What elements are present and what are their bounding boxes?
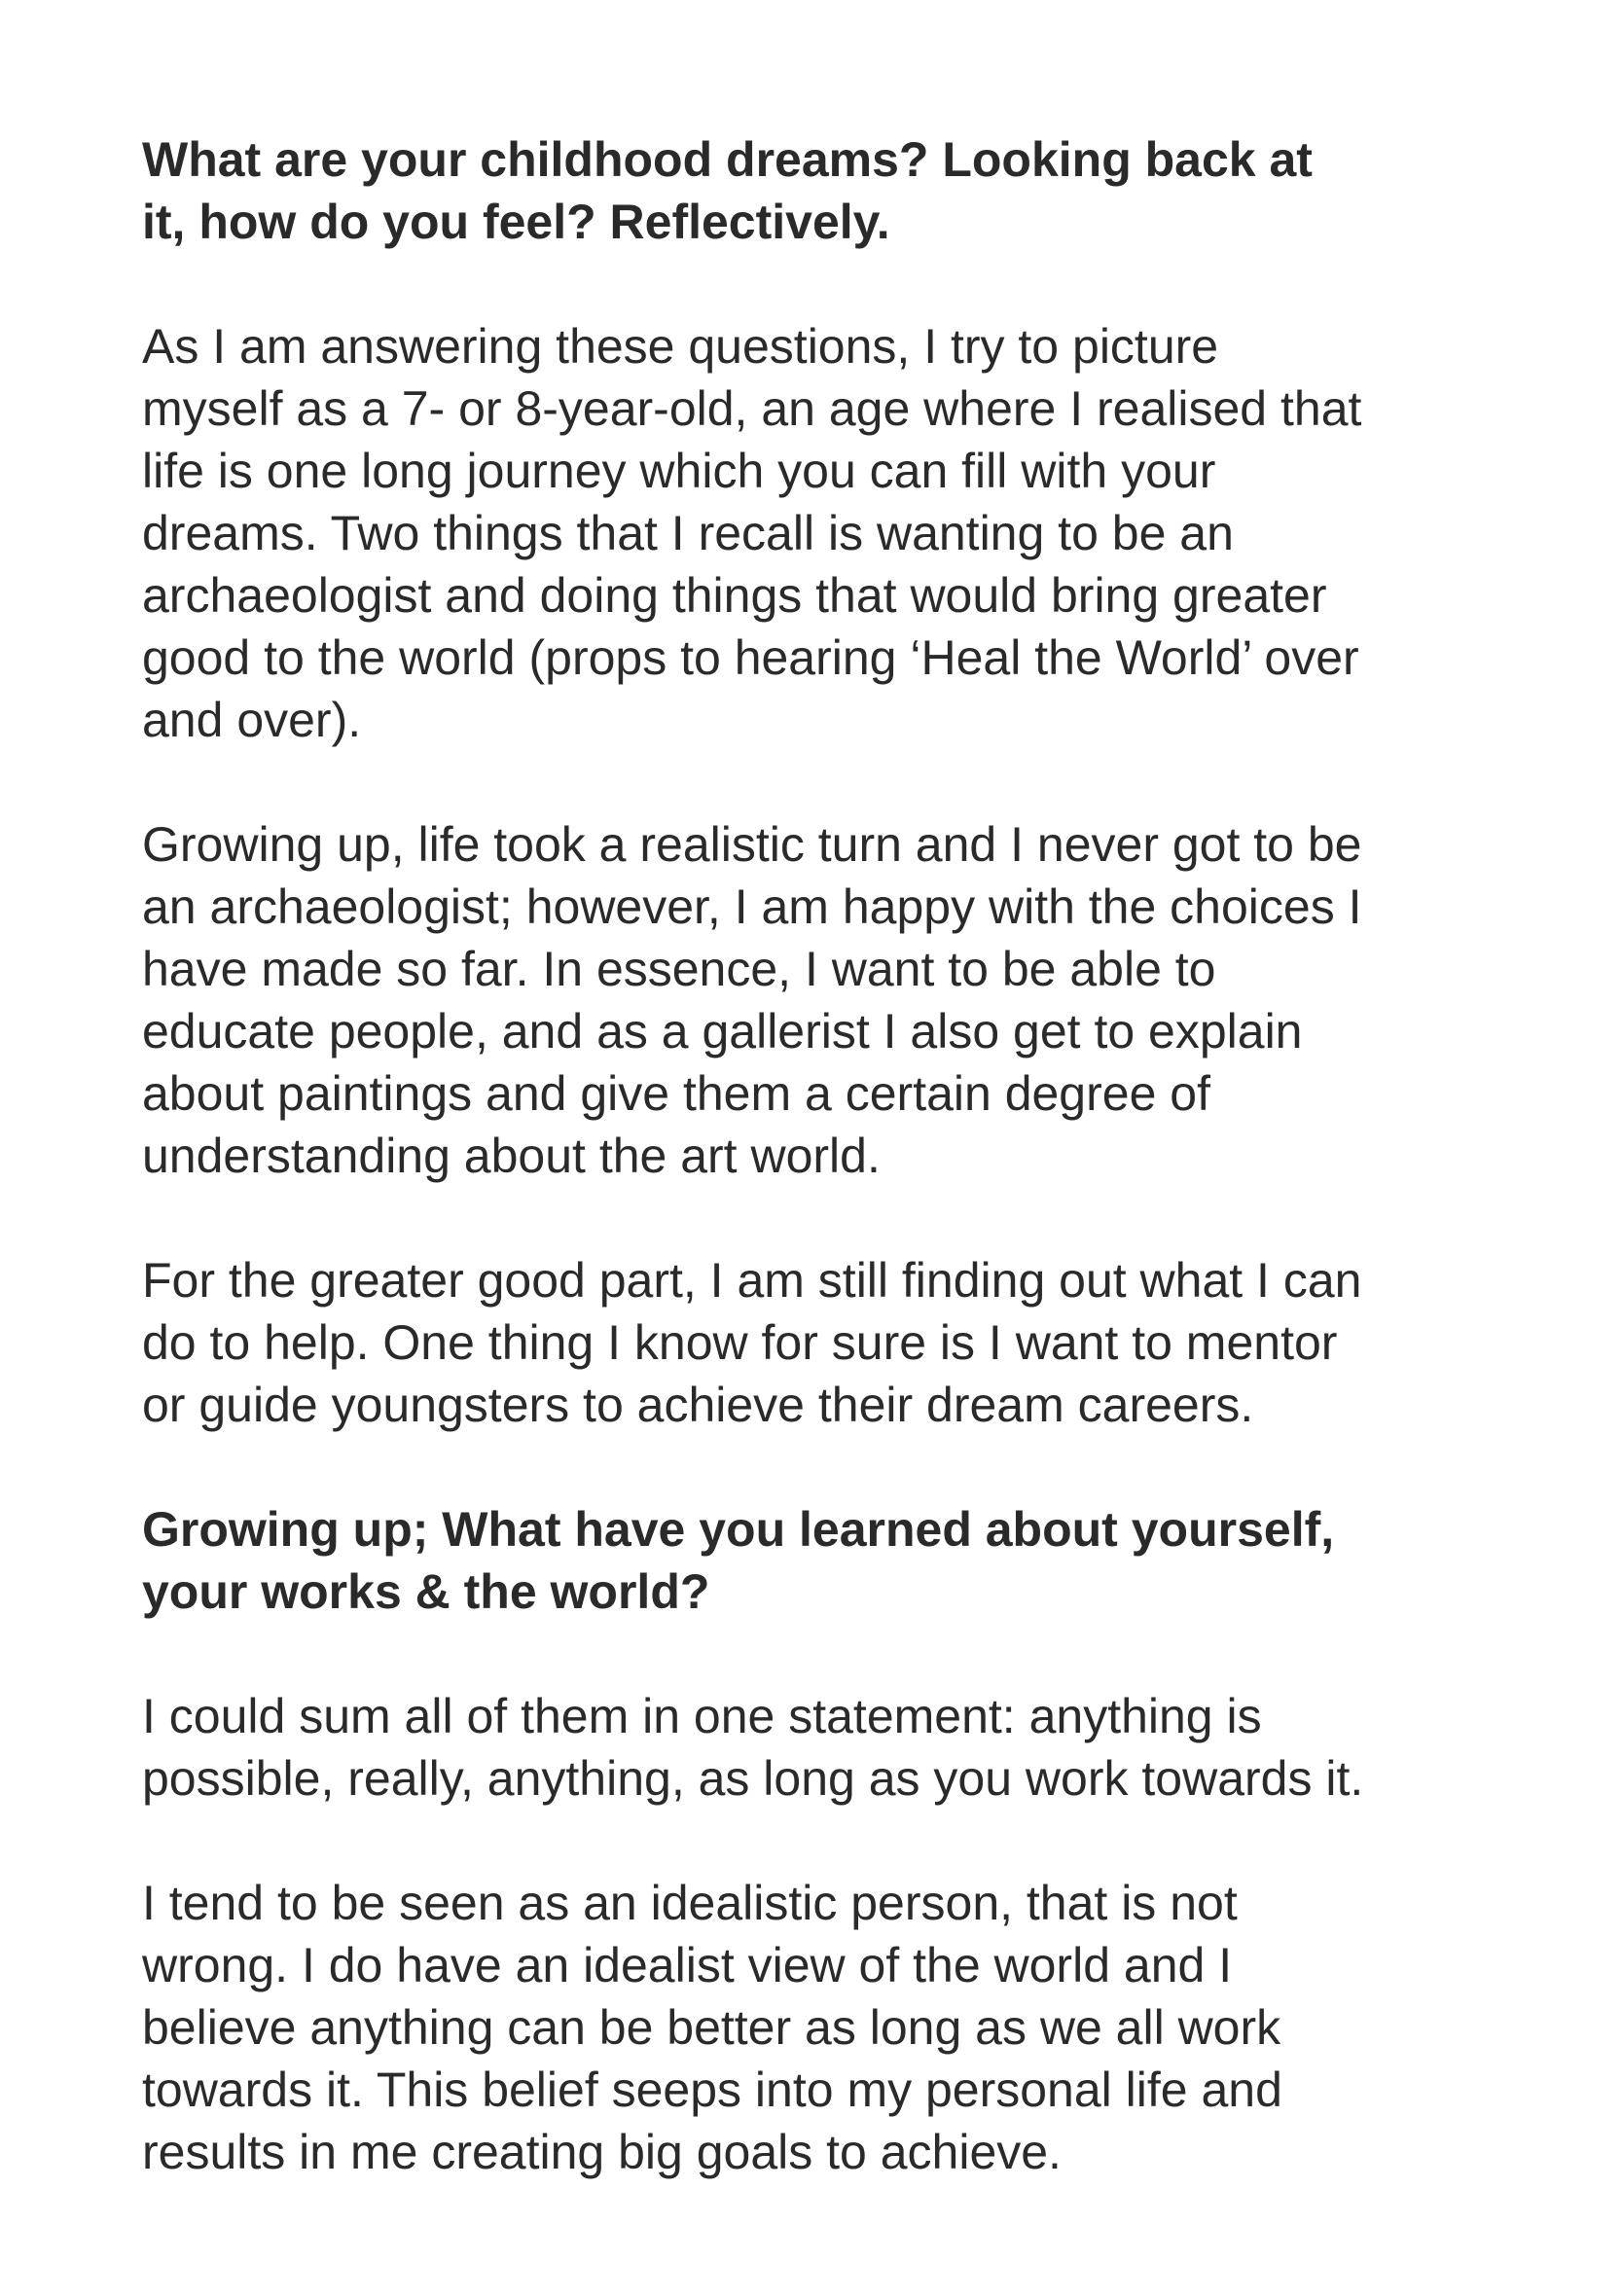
- paragraph-line: As I am answering these questions, I try to picture: [142, 319, 1219, 374]
- paragraph-line: possible, really, anything, as long as you work towards it.: [142, 1751, 1364, 1806]
- paragraph-line: Growing up, life took a realistic turn and I never got to be: [142, 817, 1362, 872]
- heading-line: Growing up; What have you learned about yourself,: [142, 1502, 1335, 1557]
- paragraph-line: an archaeologist; however, I am happy with the choices I: [142, 879, 1362, 934]
- paragraph-line: myself as a 7- or 8-year-old, an age where I realised that: [142, 381, 1362, 436]
- paragraph-answer-idealistic-person: [142, 1872, 1524, 2183]
- document-page: [142, 128, 1524, 2183]
- paragraph-gap: [142, 253, 1524, 315]
- paragraph-answer-realistic-turn: [142, 813, 1524, 1187]
- paragraph-line: archaeologist and doing things that would bring greater: [142, 568, 1327, 623]
- question-heading-childhood-dreams: [142, 128, 1524, 253]
- paragraph-line: towards it. This belief seeps into my personal life and: [142, 2063, 1282, 2117]
- paragraph-line: do to help. One thing I know for sure is I want to mentor: [142, 1315, 1338, 1370]
- heading-line: it, how do you feel? Reflectively.: [142, 195, 890, 249]
- paragraph-gap: [142, 1810, 1524, 1872]
- paragraph-answer-greater-good: [142, 1249, 1524, 1436]
- paragraph-gap: [142, 1436, 1524, 1498]
- heading-line: What are your childhood dreams? Looking back at: [142, 132, 1313, 187]
- paragraph-line: and over).: [142, 693, 362, 747]
- paragraph-line: good to the world (props to hearing ‘Heal the World’ over: [142, 630, 1359, 685]
- paragraph-gap: [142, 1623, 1524, 1685]
- heading-line: your works & the world?: [142, 1564, 710, 1619]
- paragraph-line: have made so far. In essence, I want to be able to: [142, 942, 1216, 996]
- paragraph-line: or guide youngsters to achieve their dream careers.: [142, 1378, 1254, 1432]
- paragraph-line: For the greater good part, I am still finding out what I can: [142, 1253, 1362, 1308]
- paragraph-line: wrong. I do have an idealist view of the world and I: [142, 1938, 1233, 1992]
- paragraph-line: I could sum all of them in one statement: anything is: [142, 1689, 1262, 1743]
- paragraph-line: educate people, and as a gallerist I also get to explain: [142, 1004, 1303, 1058]
- paragraph-line: I tend to be seen as an idealistic person, that is not: [142, 1876, 1238, 1930]
- paragraph-line: results in me creating big goals to achieve.: [142, 2125, 1062, 2179]
- paragraph-answer-picture-myself: [142, 315, 1524, 751]
- question-heading-growing-up: [142, 1498, 1524, 1623]
- paragraph-gap: [142, 751, 1524, 813]
- paragraph-line: believe anything can be better as long as we all work: [142, 2000, 1281, 2055]
- paragraph-line: about paintings and give them a certain degree of: [142, 1066, 1210, 1121]
- paragraph-gap: [142, 1187, 1524, 1249]
- paragraph-answer-one-statement: [142, 1685, 1524, 1810]
- paragraph-line: dreams. Two things that I recall is wanting to be an: [142, 506, 1234, 560]
- paragraph-line: life is one long journey which you can fill with your: [142, 444, 1216, 498]
- paragraph-line: understanding about the art world.: [142, 1129, 881, 1183]
